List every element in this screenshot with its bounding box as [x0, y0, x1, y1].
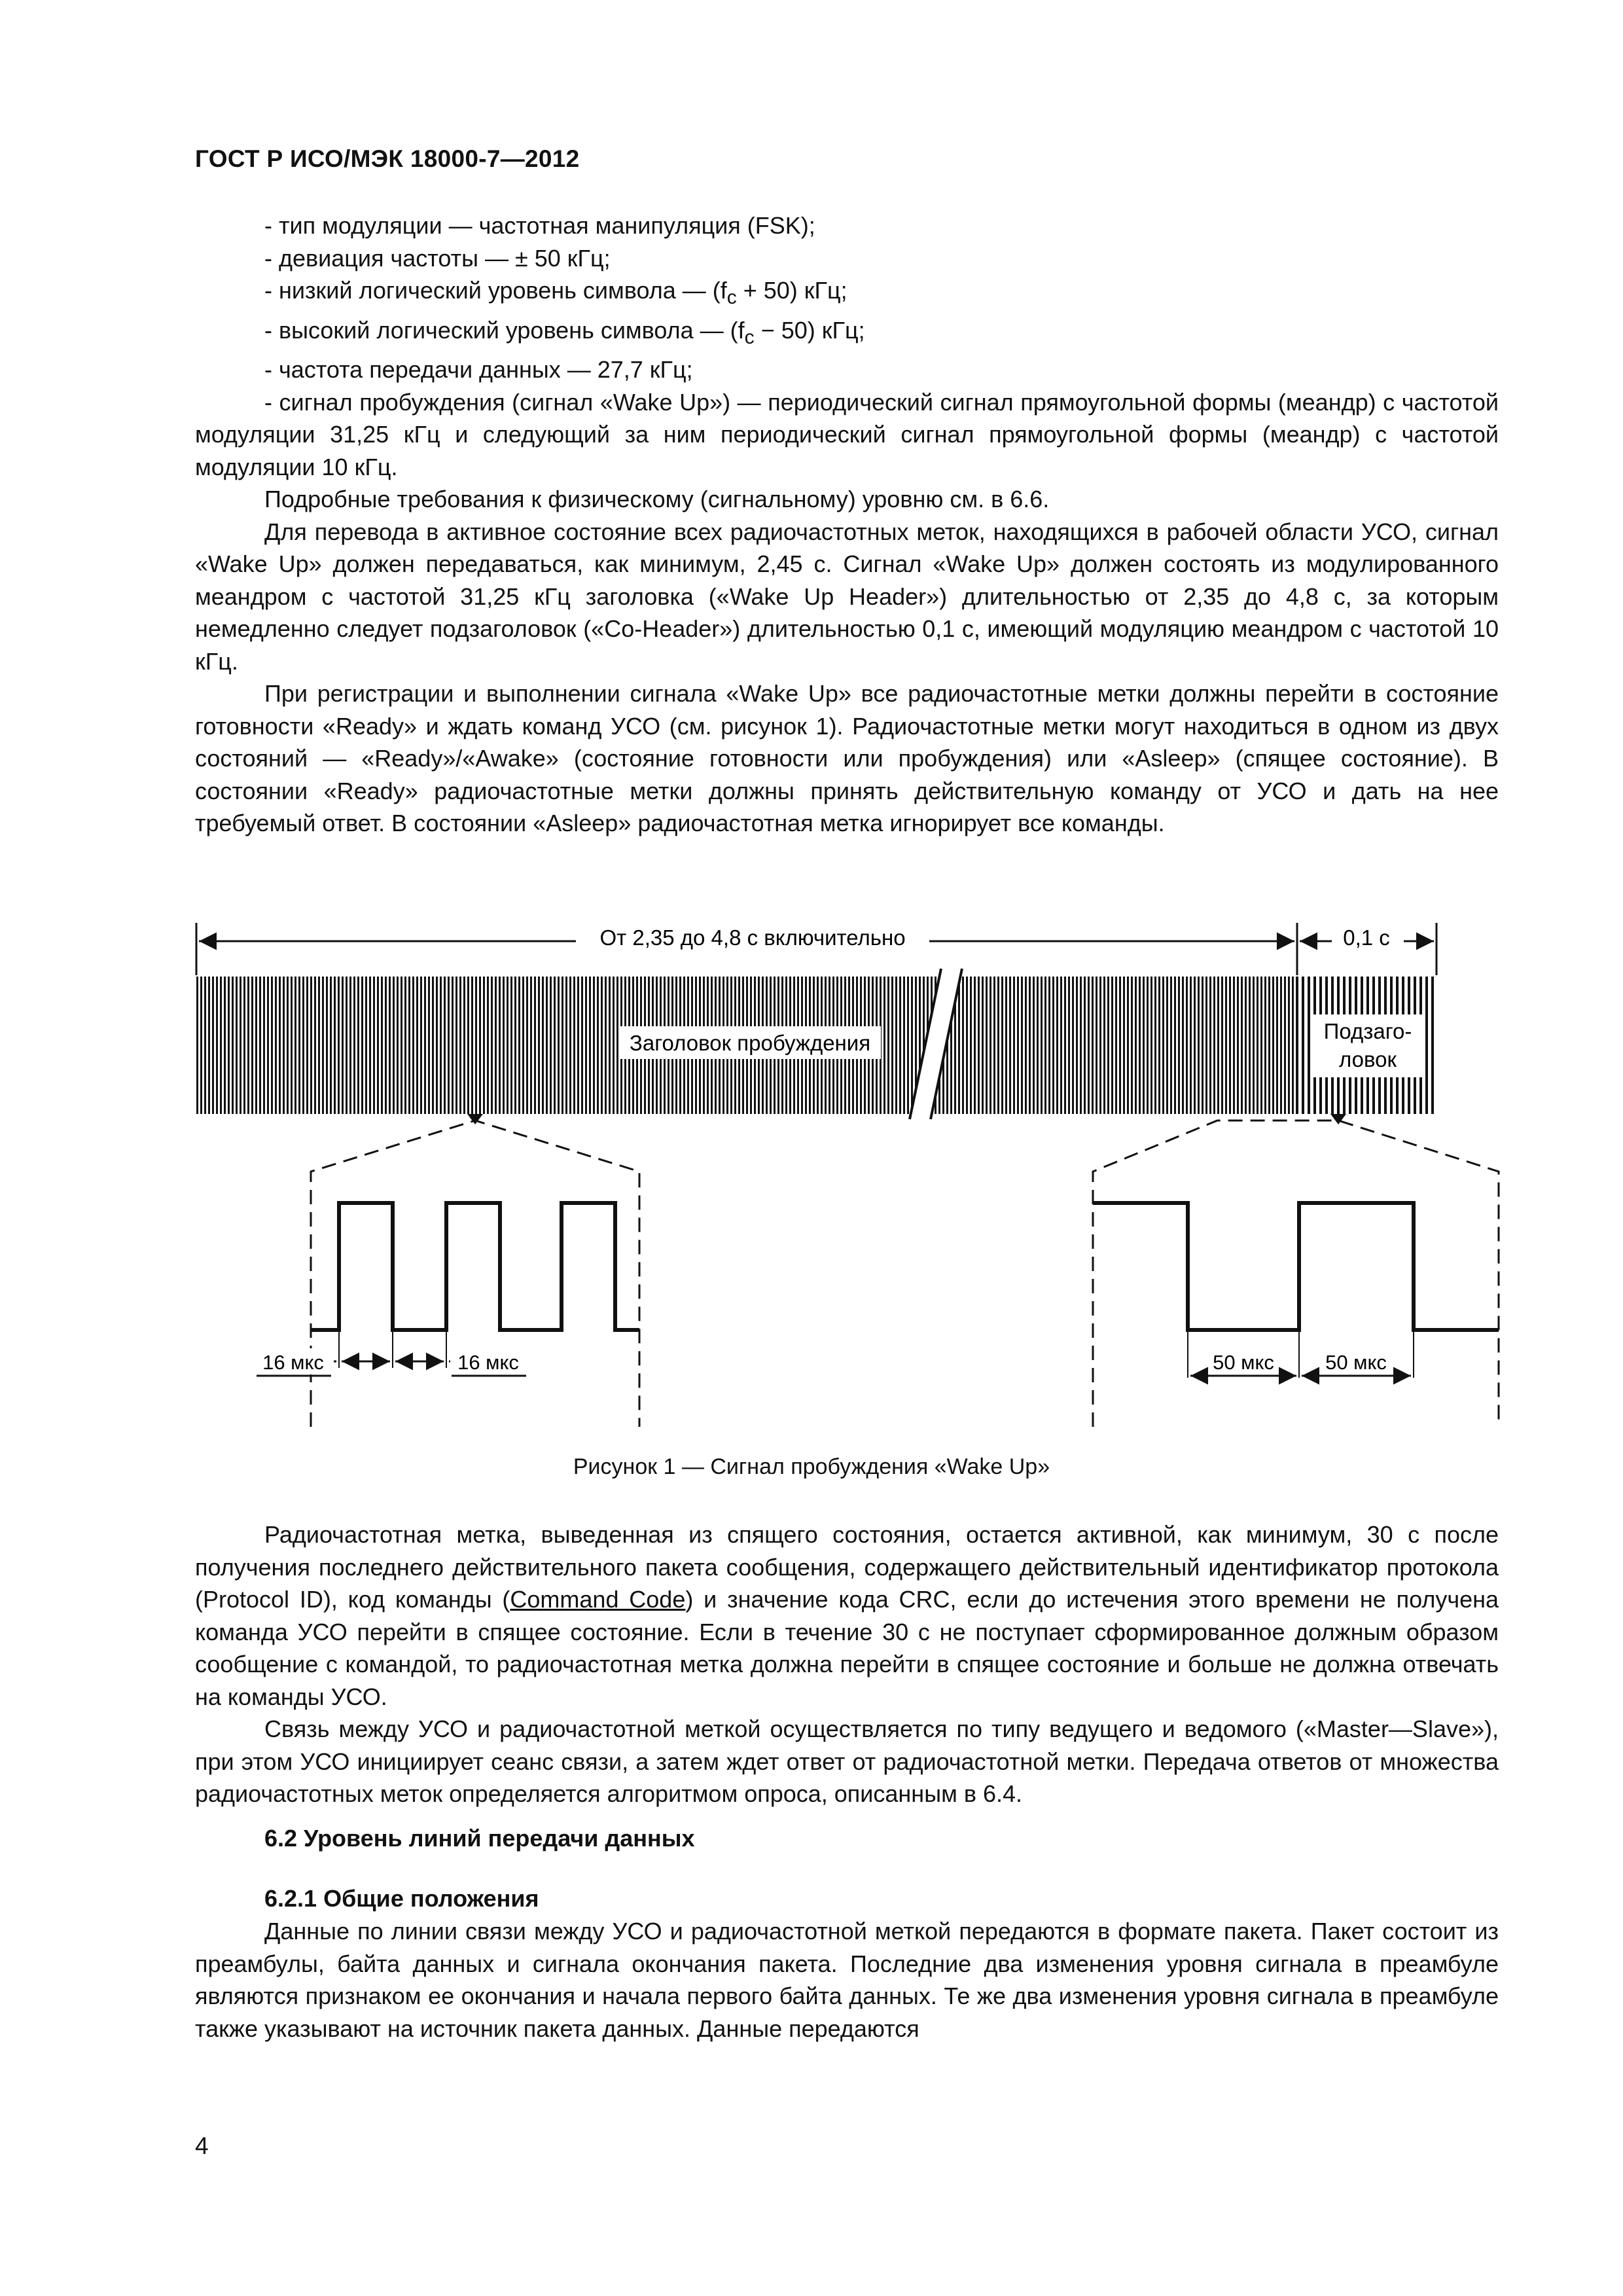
zoom-markers	[467, 1114, 1346, 1124]
subscript-c: c	[726, 287, 737, 309]
waveform-16us	[311, 1203, 639, 1330]
waveform-50us	[1093, 1203, 1499, 1330]
paragraph-awake-b: ) и значение кода CRC, если до истечения этого времени не получена команда УСО перейти в спящее состояние. Если в течение 30 с не поступает сформированное должным образом сообщение с командой, то радиочастотная метка должна перейти в спящее состояние и больше не должна отвечать на команды УСО.	[195, 1586, 1499, 1710]
command-code-link[interactable]: Command Code	[510, 1586, 686, 1613]
duration-dimension	[196, 923, 1436, 975]
dim-50us-b: 50 мкс	[1325, 1351, 1387, 1374]
section-heading-6-2-1: 6.2.1 Общие положения	[264, 1885, 539, 1912]
section-heading-6-2: 6.2 Уровень линий передачи данных	[264, 1825, 695, 1852]
paragraph-ready-state: При регистрации и выполнении сигнала «Wake Up» все радиочастотные метки должны перейти в состояние готовности «Ready» и ждать команд УСО (см. рисунок 1). Радиочастотные метки могут находиться в одном из двух состояний — «Ready»/«Awake» (состояние готовности или пробуждения) или «Asleep» (спящее состояние). В состоянии «Ready» радиочастотные метки должны принять действительную команду от УСО и дать на нее требуемый ответ. В состоянии «Asleep» радиочастотная метка игнорирует все команды.	[195, 680, 1499, 837]
subscript-c: c	[744, 326, 755, 348]
body-bottom	[195, 1518, 1499, 1810]
param-wakeup-signal: - сигнал пробуждения (сигнал «Wake Up») — периодический сигнал прямоугольной формы (меандр) с частотой модуляции 31,25 кГц и следующий за ним периодический сигнал прямоугольной формы (меандр) с частотой модуляции 10 кГц.	[195, 388, 1499, 480]
param-low-level-text: - низкий логический уровень символа — (f	[264, 277, 727, 304]
paragraph-awake-a: Радиочастотная метка, выведенная из спящего состояния, остается активной, как минимум, 30 с после получения последнего действительного пакета сообщения, содержащего действительный идентификатор протокола (Protocol ID), код команды (	[195, 1521, 1499, 1613]
param-high-level-tail: − 50) кГц;	[754, 316, 865, 344]
section-6-2-1-text	[195, 1915, 1499, 2045]
param-high-level	[195, 314, 1499, 354]
right-zoom-frame	[1093, 1121, 1499, 1427]
wakeup-signal-figure	[0, 903, 1623, 1453]
document-header: ГОСТ Р ИСО/МЭК 18000-7—2012	[195, 145, 580, 172]
co-header-label-2: ловок	[1339, 1047, 1397, 1071]
paragraph-packet-format: Данные по линии связи между УСО и радиочастотной меткой передаются в формате пакета. Пакет состоит из преамбулы, байта данных и сигнала окончания пакета. Последние два изменения уровня сигнала в преамбуле являются признаком ее окончания и начала первого байта данных. Те же два изменения уровня сигнала в преамбуле также указывают на источник пакета данных. Данные передаются	[195, 1918, 1499, 2042]
param-low-level-tail: + 50) кГц;	[736, 277, 847, 304]
param-low-level	[195, 274, 1499, 314]
paragraph-awake-duration	[195, 1518, 1499, 1713]
dimension-16us	[255, 1330, 529, 1376]
co-duration-label: 0,1 с	[1343, 925, 1390, 950]
figure-caption: Рисунок 1 — Сигнал пробуждения «Wake Up»	[573, 1454, 1050, 1479]
duration-label: От 2,35 до 4,8 с включительно	[599, 925, 906, 950]
dim-50us-a: 50 мкс	[1213, 1351, 1274, 1374]
paragraph-wakeup-duration: Для перевода в активное состояние всех радиочастотных меток, находящихся в рабочей области УСО, сигнал «Wake Up» должен передаваться, как минимум, 2,45 с. Сигнал «Wake Up» должен состоять из модулированного меандром с частотой 31,25 кГц заголовка («Wake Up Header») длительностью от 2,35 до 4,8 с, за которым немедленно следует подзаголовок («Co-Header») длительностью 0,1 с, имеющий модуляцию меандром с частотой 10 кГц.	[195, 518, 1499, 675]
co-header-label-1: Подзаго-	[1323, 1019, 1412, 1043]
paragraph-master-slave: Связь между УСО и радиочастотной меткой осуществляется по типу ведущего и ведомого («Master—Slave»), при этом УСО инициирует сеанс связи, а затем ждет ответ от радиочастотной метки. Передача ответов от множества радиочастотных меток определяется алгоритмом опроса, описанным в 6.4.	[195, 1715, 1499, 1807]
parameter-list	[195, 209, 1499, 840]
param-high-level-text: - высокий логический уровень символа — (f	[264, 316, 745, 344]
dimension-50us	[1188, 1330, 1414, 1378]
header-label: Заголовок пробуждения	[629, 1031, 871, 1055]
dim-16us-b: 16 мкс	[457, 1351, 519, 1374]
param-modulation: - тип модуляции — частотная манипуляция (FSK);	[264, 212, 815, 239]
paragraph-phys-ref: Подробные требования к физическому (сигнальному) уровню см. в 6.6.	[264, 486, 1050, 513]
param-data-rate: - частота передачи данных — 27,7 кГц;	[264, 356, 693, 384]
left-zoom-frame	[311, 1121, 639, 1427]
dim-16us-a: 16 мкс	[262, 1351, 324, 1374]
param-deviation: - девиация частоты — ± 50 кГц;	[264, 244, 611, 272]
page-number: 4	[195, 2132, 209, 2159]
wakeup-header-block	[196, 969, 1436, 1119]
